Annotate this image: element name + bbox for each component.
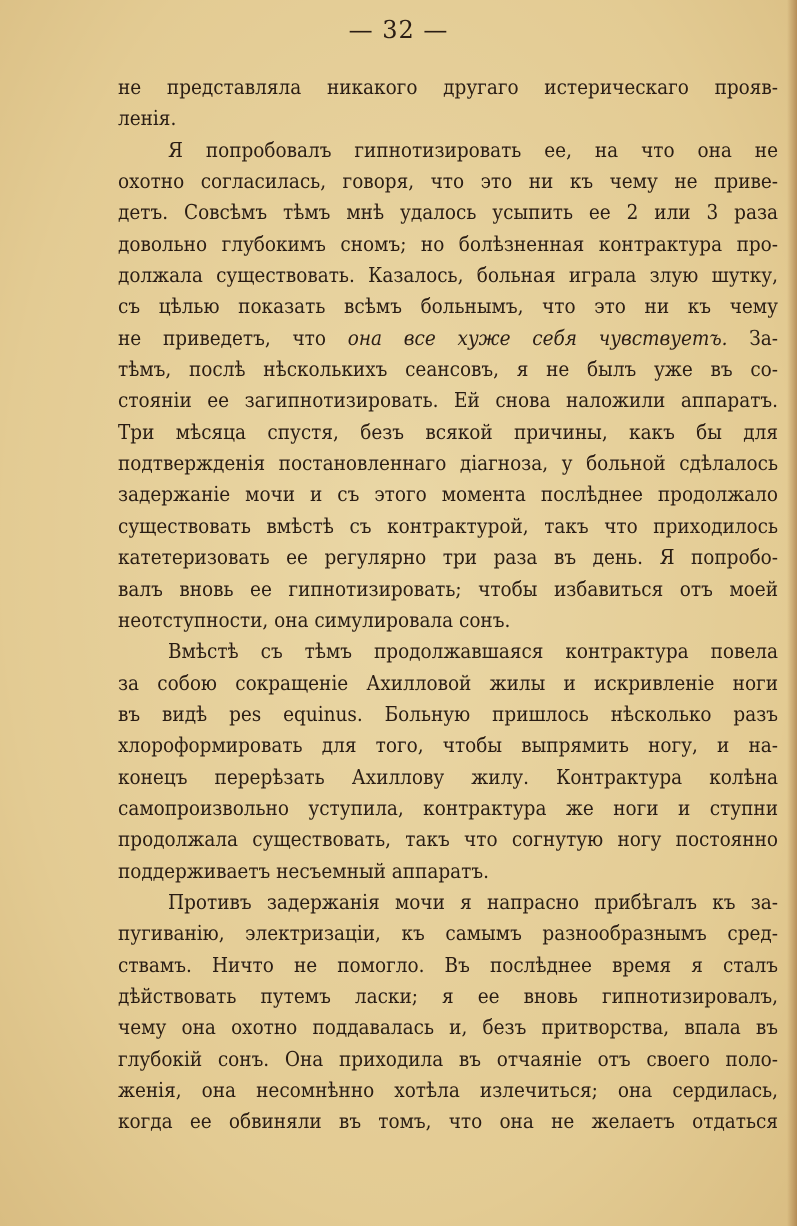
text-line: съ цѣлью показать всѣмъ больнымъ, что это ни къ чему — [118, 294, 778, 319]
paragraph-4 — [118, 887, 778, 1138]
text-line: неотступности, она симулировала сонъ. — [118, 607, 511, 632]
text-line: женія, она несомнѣнно хотѣла излечиться; она сердилась, — [118, 1078, 778, 1102]
paragraph-2 — [118, 135, 778, 637]
text-line: конецъ перерѣзать Ахиллову жилу. Контрактура колѣна — [118, 764, 778, 789]
text-line: катетеризовать ее регулярно три раза въ день. Я попробо- — [118, 545, 778, 570]
paragraph-3 — [118, 636, 778, 887]
text-line: Три мѣсяца спустя, безъ всякой причины, какъ бы для — [118, 419, 778, 444]
page-edge-shadow — [787, 0, 797, 1226]
text-line: существовать вмѣстѣ съ контрактурой, такъ что приходилось — [118, 513, 778, 538]
text-line: Я попробовалъ гипнотизировать ее, на что она не — [168, 137, 778, 162]
text-line: хлороформировать для того, чтобы выпрямить ногу, и на- — [118, 733, 778, 758]
text-line: дѣйствовать путемъ ласки; я ее вновь гипнотизировалъ, — [118, 983, 778, 1008]
text-line: чему она охотно поддавалась и, безъ притворства, впала въ — [118, 1015, 778, 1040]
body-text — [118, 72, 778, 1138]
text-line: валъ вновь ее гипнотизировать; чтобы избавиться отъ моей — [118, 576, 778, 601]
text-line: глубокій сонъ. Она приходила въ отчаяніе отъ своего поло- — [118, 1046, 778, 1071]
text-line: должала существовать. Казалось, больная играла злую шутку, — [118, 263, 778, 288]
text-line: охотно согласилась, говоря, что это ни къ чему не приве- — [118, 169, 778, 194]
paragraph-1 — [118, 72, 778, 135]
text-line: пугиванію, электризаціи, къ самымъ разнообразнымъ сред- — [118, 921, 778, 946]
text-line: стояніи ее загипнотизировать. Ей снова наложили аппаратъ. — [118, 388, 778, 413]
page-number: — 32 — — [348, 16, 449, 44]
text-line: въ видѣ pes equinus. Больную пришлось нѣсколько разъ — [118, 701, 778, 726]
italic-phrase: она все хуже себя чувствуетъ. — [347, 325, 728, 350]
text-line: довольно глубокимъ сномъ; но болѣзненная контрактура про- — [118, 231, 778, 256]
text-line: продолжала существовать, такъ что согнутую ногу постоянно — [118, 827, 778, 852]
text-line: подтвержденія постановленнаго діагноза, у больной сдѣлалось — [118, 451, 778, 476]
text-line: задержаніе мочи и съ этого момента послѣднее продолжало — [118, 482, 778, 507]
text-line: когда ее обвиняли въ томъ, что она не желаетъ отдаться — [118, 1109, 778, 1134]
text-line: детъ. Совсѣмъ тѣмъ мнѣ удалось усыпить ее 2 или 3 раза — [118, 200, 778, 225]
text-line: тѣмъ, послѣ нѣсколькихъ сеансовъ, я не былъ уже въ со- — [118, 357, 778, 382]
text-line: ленія. — [118, 106, 177, 131]
text-line: ствамъ. Ничто не помогло. Въ послѣднее время я сталъ — [118, 952, 778, 977]
text-line: самопроизвольно уступила, контрактура же ноги и ступни — [118, 795, 778, 820]
text-line: поддерживаетъ несъемный аппаратъ. — [118, 858, 489, 883]
text-line: не представляла никакого другаго истерическаго прояв- — [118, 75, 778, 99]
text-line: Противъ задержанія мочи я напрасно прибѣгалъ къ за- — [168, 889, 778, 914]
text-line-with-italic: не приведетъ, что она все хуже себя чувствуетъ. За- — [118, 325, 778, 350]
text-line: за собою сокращеніе Ахилловой жилы и искривленіе ноги — [118, 670, 778, 695]
text-line: Вмѣстѣ съ тѣмъ продолжавшаяся контрактура повела — [168, 639, 778, 664]
